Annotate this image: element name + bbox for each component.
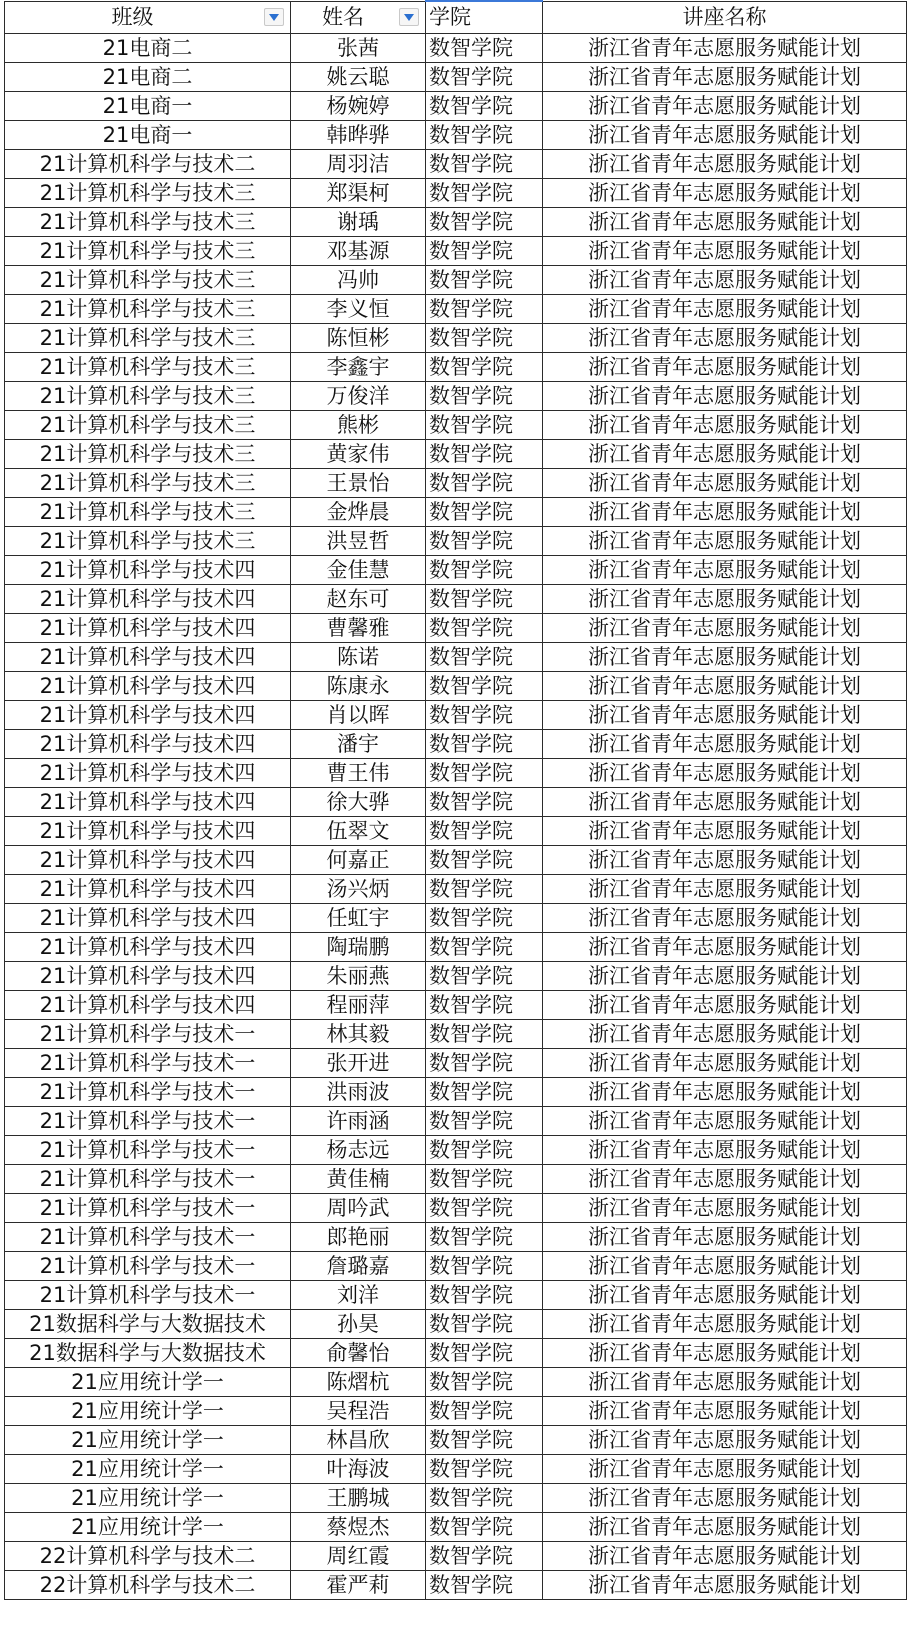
cell-lecture[interactable]: 浙江省青年志愿服务赋能计划 (543, 121, 907, 150)
table-row (5, 1513, 907, 1542)
cell-lecture[interactable]: 浙江省青年志愿服务赋能计划 (543, 643, 907, 672)
cell-name[interactable]: 杨婉婷 (291, 92, 426, 121)
cell-college[interactable]: 数智学院 (426, 846, 543, 875)
cell-lecture[interactable]: 浙江省青年志愿服务赋能计划 (543, 498, 907, 527)
cell-college[interactable]: 数智学院 (426, 295, 543, 324)
cell-name[interactable]: 邓基源 (291, 237, 426, 266)
cell-lecture[interactable]: 浙江省青年志愿服务赋能计划 (543, 1542, 907, 1571)
table-row (5, 904, 907, 933)
table-row (5, 353, 907, 382)
cell-class[interactable]: 21计算机科学与技术四 (5, 701, 291, 730)
cell-name[interactable]: 程丽萍 (291, 991, 426, 1020)
table-row (5, 1165, 907, 1194)
cell-class[interactable]: 21应用统计学一 (5, 1455, 291, 1484)
cell-name[interactable]: 张茜 (291, 34, 426, 63)
table-row (5, 1455, 907, 1484)
cell-college[interactable]: 数智学院 (426, 1078, 543, 1107)
table-row (5, 411, 907, 440)
cell-lecture[interactable]: 浙江省青年志愿服务赋能计划 (543, 701, 907, 730)
cell-class[interactable]: 21计算机科学与技术二 (5, 150, 291, 179)
cell-college[interactable]: 数智学院 (426, 643, 543, 672)
cell-class[interactable]: 21电商二 (5, 34, 291, 63)
table-row (5, 440, 907, 469)
cell-name[interactable]: 孙昊 (291, 1310, 426, 1339)
cell-class[interactable]: 21计算机科学与技术四 (5, 643, 291, 672)
table-row (5, 643, 907, 672)
table-row (5, 1484, 907, 1513)
cell-lecture[interactable]: 浙江省青年志愿服务赋能计划 (543, 556, 907, 585)
cell-college[interactable]: 数智学院 (426, 92, 543, 121)
cell-lecture[interactable]: 浙江省青年志愿服务赋能计划 (543, 846, 907, 875)
cell-college[interactable]: 数智学院 (426, 730, 543, 759)
cell-college[interactable]: 数智学院 (426, 962, 543, 991)
table-row (5, 1426, 907, 1455)
table-row (5, 498, 907, 527)
cell-name[interactable]: 谢瑀 (291, 208, 426, 237)
table-row (5, 1107, 907, 1136)
cell-lecture[interactable]: 浙江省青年志愿服务赋能计划 (543, 1455, 907, 1484)
cell-class[interactable]: 21计算机科学与技术一 (5, 1194, 291, 1223)
cell-lecture[interactable]: 浙江省青年志愿服务赋能计划 (543, 1339, 907, 1368)
cell-lecture[interactable]: 浙江省青年志愿服务赋能计划 (543, 904, 907, 933)
cell-lecture[interactable]: 浙江省青年志愿服务赋能计划 (543, 382, 907, 411)
cell-class[interactable]: 22计算机科学与技术二 (5, 1571, 291, 1600)
cell-class[interactable]: 21计算机科学与技术三 (5, 440, 291, 469)
cell-name[interactable]: 任虹宇 (291, 904, 426, 933)
cell-lecture[interactable]: 浙江省青年志愿服务赋能计划 (543, 817, 907, 846)
cell-college[interactable]: 数智学院 (426, 1223, 543, 1252)
cell-class[interactable]: 21计算机科学与技术一 (5, 1165, 291, 1194)
cell-college[interactable]: 数智学院 (426, 672, 543, 701)
cell-class[interactable]: 21应用统计学一 (5, 1513, 291, 1542)
cell-college[interactable]: 数智学院 (426, 527, 543, 556)
cell-lecture[interactable]: 浙江省青年志愿服务赋能计划 (543, 991, 907, 1020)
column-header-lecture-label: 讲座名称 (682, 4, 767, 29)
cell-lecture[interactable]: 浙江省青年志愿服务赋能计划 (543, 150, 907, 179)
table-row (5, 585, 907, 614)
cell-lecture[interactable]: 浙江省青年志愿服务赋能计划 (543, 208, 907, 237)
column-header-name-label: 姓名 (322, 4, 364, 29)
cell-name[interactable]: 曹王伟 (291, 759, 426, 788)
table-row (5, 556, 907, 585)
cell-lecture[interactable]: 浙江省青年志愿服务赋能计划 (543, 1078, 907, 1107)
cell-name[interactable]: 周红霞 (291, 1542, 426, 1571)
cell-class[interactable]: 21计算机科学与技术一 (5, 1223, 291, 1252)
cell-class[interactable]: 21计算机科学与技术三 (5, 208, 291, 237)
cell-college[interactable]: 数智学院 (426, 1339, 543, 1368)
cell-class[interactable]: 21计算机科学与技术四 (5, 759, 291, 788)
data-table (4, 0, 907, 1600)
cell-lecture[interactable]: 浙江省青年志愿服务赋能计划 (543, 179, 907, 208)
cell-college[interactable]: 数智学院 (426, 1049, 543, 1078)
table-row (5, 237, 907, 266)
cell-college[interactable]: 数智学院 (426, 1252, 543, 1281)
cell-college[interactable]: 数智学院 (426, 991, 543, 1020)
cell-class[interactable]: 21电商一 (5, 121, 291, 150)
cell-name[interactable]: 肖以晖 (291, 701, 426, 730)
cell-college[interactable]: 数智学院 (426, 1455, 543, 1484)
cell-name[interactable]: 黄家伟 (291, 440, 426, 469)
cell-lecture[interactable]: 浙江省青年志愿服务赋能计划 (543, 933, 907, 962)
cell-class[interactable]: 21应用统计学一 (5, 1397, 291, 1426)
cell-lecture[interactable]: 浙江省青年志愿服务赋能计划 (543, 527, 907, 556)
cell-college[interactable]: 数智学院 (426, 440, 543, 469)
cell-lecture[interactable]: 浙江省青年志愿服务赋能计划 (543, 1310, 907, 1339)
table-row (5, 121, 907, 150)
table-row (5, 846, 907, 875)
cell-name[interactable]: 赵东可 (291, 585, 426, 614)
cell-lecture[interactable]: 浙江省青年志愿服务赋能计划 (543, 1571, 907, 1600)
cell-lecture[interactable]: 浙江省青年志愿服务赋能计划 (543, 672, 907, 701)
cell-name[interactable]: 林其毅 (291, 1020, 426, 1049)
cell-lecture[interactable]: 浙江省青年志愿服务赋能计划 (543, 730, 907, 759)
table-row (5, 817, 907, 846)
cell-name[interactable]: 霍严莉 (291, 1571, 426, 1600)
cell-class[interactable]: 21计算机科学与技术一 (5, 1020, 291, 1049)
cell-college[interactable]: 数智学院 (426, 411, 543, 440)
cell-name[interactable]: 黄佳楠 (291, 1165, 426, 1194)
cell-class[interactable]: 21计算机科学与技术四 (5, 730, 291, 759)
cell-college[interactable]: 数智学院 (426, 121, 543, 150)
table-row (5, 1368, 907, 1397)
table-row (5, 295, 907, 324)
cell-college[interactable]: 数智学院 (426, 1368, 543, 1397)
cell-lecture[interactable]: 浙江省青年志愿服务赋能计划 (543, 1020, 907, 1049)
table-row (5, 962, 907, 991)
table-row (5, 933, 907, 962)
cell-college[interactable]: 数智学院 (426, 266, 543, 295)
cell-college[interactable]: 数智学院 (426, 1571, 543, 1600)
cell-lecture[interactable]: 浙江省青年志愿服务赋能计划 (543, 1223, 907, 1252)
cell-class[interactable]: 21计算机科学与技术四 (5, 556, 291, 585)
table-row (5, 1310, 907, 1339)
cell-name[interactable]: 金佳慧 (291, 556, 426, 585)
table-row (5, 672, 907, 701)
table-row (5, 208, 907, 237)
cell-class[interactable]: 21计算机科学与技术一 (5, 1252, 291, 1281)
cell-class[interactable]: 21应用统计学一 (5, 1426, 291, 1455)
cell-name[interactable]: 洪雨波 (291, 1078, 426, 1107)
cell-name[interactable]: 蔡煜杰 (291, 1513, 426, 1542)
cell-name[interactable]: 何嘉正 (291, 846, 426, 875)
cell-name[interactable]: 韩晔骅 (291, 121, 426, 150)
cell-name[interactable]: 张开进 (291, 1049, 426, 1078)
cell-lecture[interactable]: 浙江省青年志愿服务赋能计划 (543, 1194, 907, 1223)
cell-college[interactable]: 数智学院 (426, 759, 543, 788)
cell-college[interactable]: 数智学院 (426, 904, 543, 933)
column-header-name[interactable] (291, 1, 426, 34)
table-row (5, 324, 907, 353)
cell-college[interactable]: 数智学院 (426, 498, 543, 527)
cell-class[interactable]: 21计算机科学与技术四 (5, 817, 291, 846)
cell-class[interactable]: 21应用统计学一 (5, 1368, 291, 1397)
filter-dropdown-icon[interactable] (264, 8, 284, 26)
cell-lecture[interactable]: 浙江省青年志愿服务赋能计划 (543, 266, 907, 295)
cell-class[interactable]: 21计算机科学与技术四 (5, 788, 291, 817)
cell-name[interactable]: 陶瑞鹏 (291, 933, 426, 962)
table-row (5, 1281, 907, 1310)
table-row (5, 1136, 907, 1165)
cell-name[interactable]: 詹璐嘉 (291, 1252, 426, 1281)
cell-class[interactable]: 21计算机科学与技术三 (5, 295, 291, 324)
table-row (5, 179, 907, 208)
header-row (5, 1, 907, 34)
cell-college[interactable]: 数智学院 (426, 1513, 543, 1542)
cell-college[interactable]: 数智学院 (426, 788, 543, 817)
cell-college[interactable]: 数智学院 (426, 1542, 543, 1571)
cell-college[interactable]: 数智学院 (426, 469, 543, 498)
cell-college[interactable]: 数智学院 (426, 382, 543, 411)
cell-lecture[interactable]: 浙江省青年志愿服务赋能计划 (543, 324, 907, 353)
cell-class[interactable]: 21计算机科学与技术三 (5, 353, 291, 382)
cell-class[interactable]: 21电商一 (5, 92, 291, 121)
cell-class[interactable]: 21计算机科学与技术四 (5, 991, 291, 1020)
cell-lecture[interactable]: 浙江省青年志愿服务赋能计划 (543, 469, 907, 498)
cell-lecture[interactable]: 浙江省青年志愿服务赋能计划 (543, 1136, 907, 1165)
table-row (5, 701, 907, 730)
cell-name[interactable]: 李鑫宇 (291, 353, 426, 382)
cell-college[interactable]: 数智学院 (426, 875, 543, 904)
cell-lecture[interactable]: 浙江省青年志愿服务赋能计划 (543, 295, 907, 324)
cell-lecture[interactable]: 浙江省青年志愿服务赋能计划 (543, 1513, 907, 1542)
column-header-class[interactable] (5, 1, 291, 34)
cell-class[interactable]: 21应用统计学一 (5, 1484, 291, 1513)
table-row (5, 92, 907, 121)
cell-lecture[interactable]: 浙江省青年志愿服务赋能计划 (543, 875, 907, 904)
cell-lecture[interactable]: 浙江省青年志愿服务赋能计划 (543, 788, 907, 817)
cell-college[interactable]: 数智学院 (426, 1020, 543, 1049)
table-row (5, 150, 907, 179)
cell-lecture[interactable]: 浙江省青年志愿服务赋能计划 (543, 34, 907, 63)
cell-name[interactable]: 刘洋 (291, 1281, 426, 1310)
cell-name[interactable]: 陈康永 (291, 672, 426, 701)
table-row (5, 1571, 907, 1600)
cell-class[interactable]: 21计算机科学与技术一 (5, 1136, 291, 1165)
cell-class[interactable]: 21计算机科学与技术一 (5, 1281, 291, 1310)
table-row (5, 527, 907, 556)
cell-class[interactable]: 21计算机科学与技术四 (5, 614, 291, 643)
cell-class[interactable]: 21计算机科学与技术四 (5, 962, 291, 991)
cell-college[interactable]: 数智学院 (426, 179, 543, 208)
cell-college[interactable]: 数智学院 (426, 556, 543, 585)
cell-class[interactable]: 21计算机科学与技术三 (5, 411, 291, 440)
cell-name[interactable]: 许雨涵 (291, 1107, 426, 1136)
table-row (5, 1397, 907, 1426)
cell-class[interactable]: 21计算机科学与技术一 (5, 1078, 291, 1107)
column-header-college[interactable] (426, 1, 543, 34)
cell-college[interactable]: 数智学院 (426, 1310, 543, 1339)
column-header-college-label: 学院 (429, 5, 471, 29)
cell-lecture[interactable]: 浙江省青年志愿服务赋能计划 (543, 353, 907, 382)
cell-lecture[interactable]: 浙江省青年志愿服务赋能计划 (543, 1368, 907, 1397)
cell-class[interactable]: 21数据科学与大数据技术 (5, 1310, 291, 1339)
cell-name[interactable]: 徐大骅 (291, 788, 426, 817)
cell-class[interactable]: 21计算机科学与技术三 (5, 237, 291, 266)
table-row (5, 34, 907, 63)
cell-lecture[interactable]: 浙江省青年志愿服务赋能计划 (543, 585, 907, 614)
cell-name[interactable]: 金烨晨 (291, 498, 426, 527)
cell-college[interactable]: 数智学院 (426, 1165, 543, 1194)
cell-college[interactable]: 数智学院 (426, 1484, 543, 1513)
cell-lecture[interactable]: 浙江省青年志愿服务赋能计划 (543, 1107, 907, 1136)
cell-college[interactable]: 数智学院 (426, 1136, 543, 1165)
cell-college[interactable]: 数智学院 (426, 1281, 543, 1310)
cell-class[interactable]: 21计算机科学与技术三 (5, 498, 291, 527)
cell-name[interactable]: 杨志远 (291, 1136, 426, 1165)
cell-name[interactable]: 周吟武 (291, 1194, 426, 1223)
cell-name[interactable]: 吴程浩 (291, 1397, 426, 1426)
cell-class[interactable]: 21计算机科学与技术四 (5, 875, 291, 904)
cell-name[interactable]: 叶海波 (291, 1455, 426, 1484)
cell-class[interactable]: 21计算机科学与技术三 (5, 382, 291, 411)
cell-lecture[interactable]: 浙江省青年志愿服务赋能计划 (543, 614, 907, 643)
cell-class[interactable]: 22计算机科学与技术二 (5, 1542, 291, 1571)
table-row (5, 1339, 907, 1368)
cell-class[interactable]: 21计算机科学与技术四 (5, 672, 291, 701)
cell-name[interactable]: 郑渠柯 (291, 179, 426, 208)
table-row (5, 788, 907, 817)
cell-lecture[interactable]: 浙江省青年志愿服务赋能计划 (543, 237, 907, 266)
cell-college[interactable]: 数智学院 (426, 585, 543, 614)
cell-lecture[interactable]: 浙江省青年志愿服务赋能计划 (543, 1252, 907, 1281)
cell-college[interactable]: 数智学院 (426, 933, 543, 962)
cell-college[interactable]: 数智学院 (426, 237, 543, 266)
cell-college[interactable]: 数智学院 (426, 1107, 543, 1136)
cell-class[interactable]: 21计算机科学与技术四 (5, 933, 291, 962)
cell-class[interactable]: 21电商二 (5, 63, 291, 92)
cell-name[interactable]: 陈熠杭 (291, 1368, 426, 1397)
cell-name[interactable]: 陈恒彬 (291, 324, 426, 353)
table-row (5, 991, 907, 1020)
cell-name[interactable]: 陈诺 (291, 643, 426, 672)
table-row (5, 382, 907, 411)
cell-lecture[interactable]: 浙江省青年志愿服务赋能计划 (543, 1484, 907, 1513)
table-row (5, 1078, 907, 1107)
table-row (5, 614, 907, 643)
cell-name[interactable]: 姚云聪 (291, 63, 426, 92)
table-row (5, 1223, 907, 1252)
cell-class[interactable]: 21计算机科学与技术三 (5, 266, 291, 295)
cell-lecture[interactable]: 浙江省青年志愿服务赋能计划 (543, 962, 907, 991)
cell-lecture[interactable]: 浙江省青年志愿服务赋能计划 (543, 411, 907, 440)
cell-college[interactable]: 数智学院 (426, 1397, 543, 1426)
table-row (5, 1049, 907, 1078)
table-row (5, 730, 907, 759)
cell-name[interactable]: 汤兴炳 (291, 875, 426, 904)
cell-name[interactable]: 王景怡 (291, 469, 426, 498)
table-row (5, 1542, 907, 1571)
cell-lecture[interactable]: 浙江省青年志愿服务赋能计划 (543, 63, 907, 92)
table-row (5, 1252, 907, 1281)
cell-college[interactable]: 数智学院 (426, 817, 543, 846)
cell-lecture[interactable]: 浙江省青年志愿服务赋能计划 (543, 1281, 907, 1310)
cell-name[interactable]: 俞馨怡 (291, 1339, 426, 1368)
cell-class[interactable]: 21计算机科学与技术三 (5, 179, 291, 208)
cell-class[interactable]: 21计算机科学与技术三 (5, 469, 291, 498)
cell-class[interactable]: 21计算机科学与技术三 (5, 527, 291, 556)
cell-class[interactable]: 21计算机科学与技术一 (5, 1049, 291, 1078)
cell-college[interactable]: 数智学院 (426, 353, 543, 382)
cell-college[interactable]: 数智学院 (426, 150, 543, 179)
cell-college[interactable]: 数智学院 (426, 614, 543, 643)
cell-college[interactable]: 数智学院 (426, 208, 543, 237)
cell-lecture[interactable]: 浙江省青年志愿服务赋能计划 (543, 92, 907, 121)
cell-name[interactable]: 曹馨雅 (291, 614, 426, 643)
table-row (5, 875, 907, 904)
cell-class[interactable]: 21计算机科学与技术一 (5, 1107, 291, 1136)
cell-college[interactable]: 数智学院 (426, 63, 543, 92)
cell-college[interactable]: 数智学院 (426, 1426, 543, 1455)
cell-college[interactable]: 数智学院 (426, 701, 543, 730)
cell-name[interactable]: 周羽洁 (291, 150, 426, 179)
cell-name[interactable]: 伍翠文 (291, 817, 426, 846)
table-row (5, 469, 907, 498)
cell-lecture[interactable]: 浙江省青年志愿服务赋能计划 (543, 440, 907, 469)
cell-name[interactable]: 潘宇 (291, 730, 426, 759)
table-body (5, 34, 907, 1600)
column-header-lecture[interactable] (543, 1, 907, 34)
cell-college[interactable]: 数智学院 (426, 324, 543, 353)
cell-class[interactable]: 21数据科学与大数据技术 (5, 1339, 291, 1368)
table-row (5, 759, 907, 788)
cell-name[interactable]: 林昌欣 (291, 1426, 426, 1455)
cell-name[interactable]: 李义恒 (291, 295, 426, 324)
cell-class[interactable]: 21计算机科学与技术四 (5, 585, 291, 614)
cell-lecture[interactable]: 浙江省青年志愿服务赋能计划 (543, 1397, 907, 1426)
cell-lecture[interactable]: 浙江省青年志愿服务赋能计划 (543, 1426, 907, 1455)
cell-name[interactable]: 洪昱哲 (291, 527, 426, 556)
cell-class[interactable]: 21计算机科学与技术三 (5, 324, 291, 353)
table-row (5, 266, 907, 295)
cell-name[interactable]: 冯帅 (291, 266, 426, 295)
cell-lecture[interactable]: 浙江省青年志愿服务赋能计划 (543, 1049, 907, 1078)
cell-name[interactable]: 王鹏城 (291, 1484, 426, 1513)
filter-dropdown-icon[interactable] (399, 8, 419, 26)
cell-lecture[interactable]: 浙江省青年志愿服务赋能计划 (543, 759, 907, 788)
table-row (5, 63, 907, 92)
cell-lecture[interactable]: 浙江省青年志愿服务赋能计划 (543, 1165, 907, 1194)
cell-name[interactable]: 郎艳丽 (291, 1223, 426, 1252)
cell-name[interactable]: 朱丽燕 (291, 962, 426, 991)
cell-college[interactable]: 数智学院 (426, 1194, 543, 1223)
cell-college[interactable]: 数智学院 (426, 34, 543, 63)
column-header-class-label: 班级 (111, 4, 154, 29)
cell-name[interactable]: 万俊洋 (291, 382, 426, 411)
cell-name[interactable]: 熊彬 (291, 411, 426, 440)
table-row (5, 1020, 907, 1049)
table-row (5, 1194, 907, 1223)
cell-class[interactable]: 21计算机科学与技术四 (5, 904, 291, 933)
cell-class[interactable]: 21计算机科学与技术四 (5, 846, 291, 875)
